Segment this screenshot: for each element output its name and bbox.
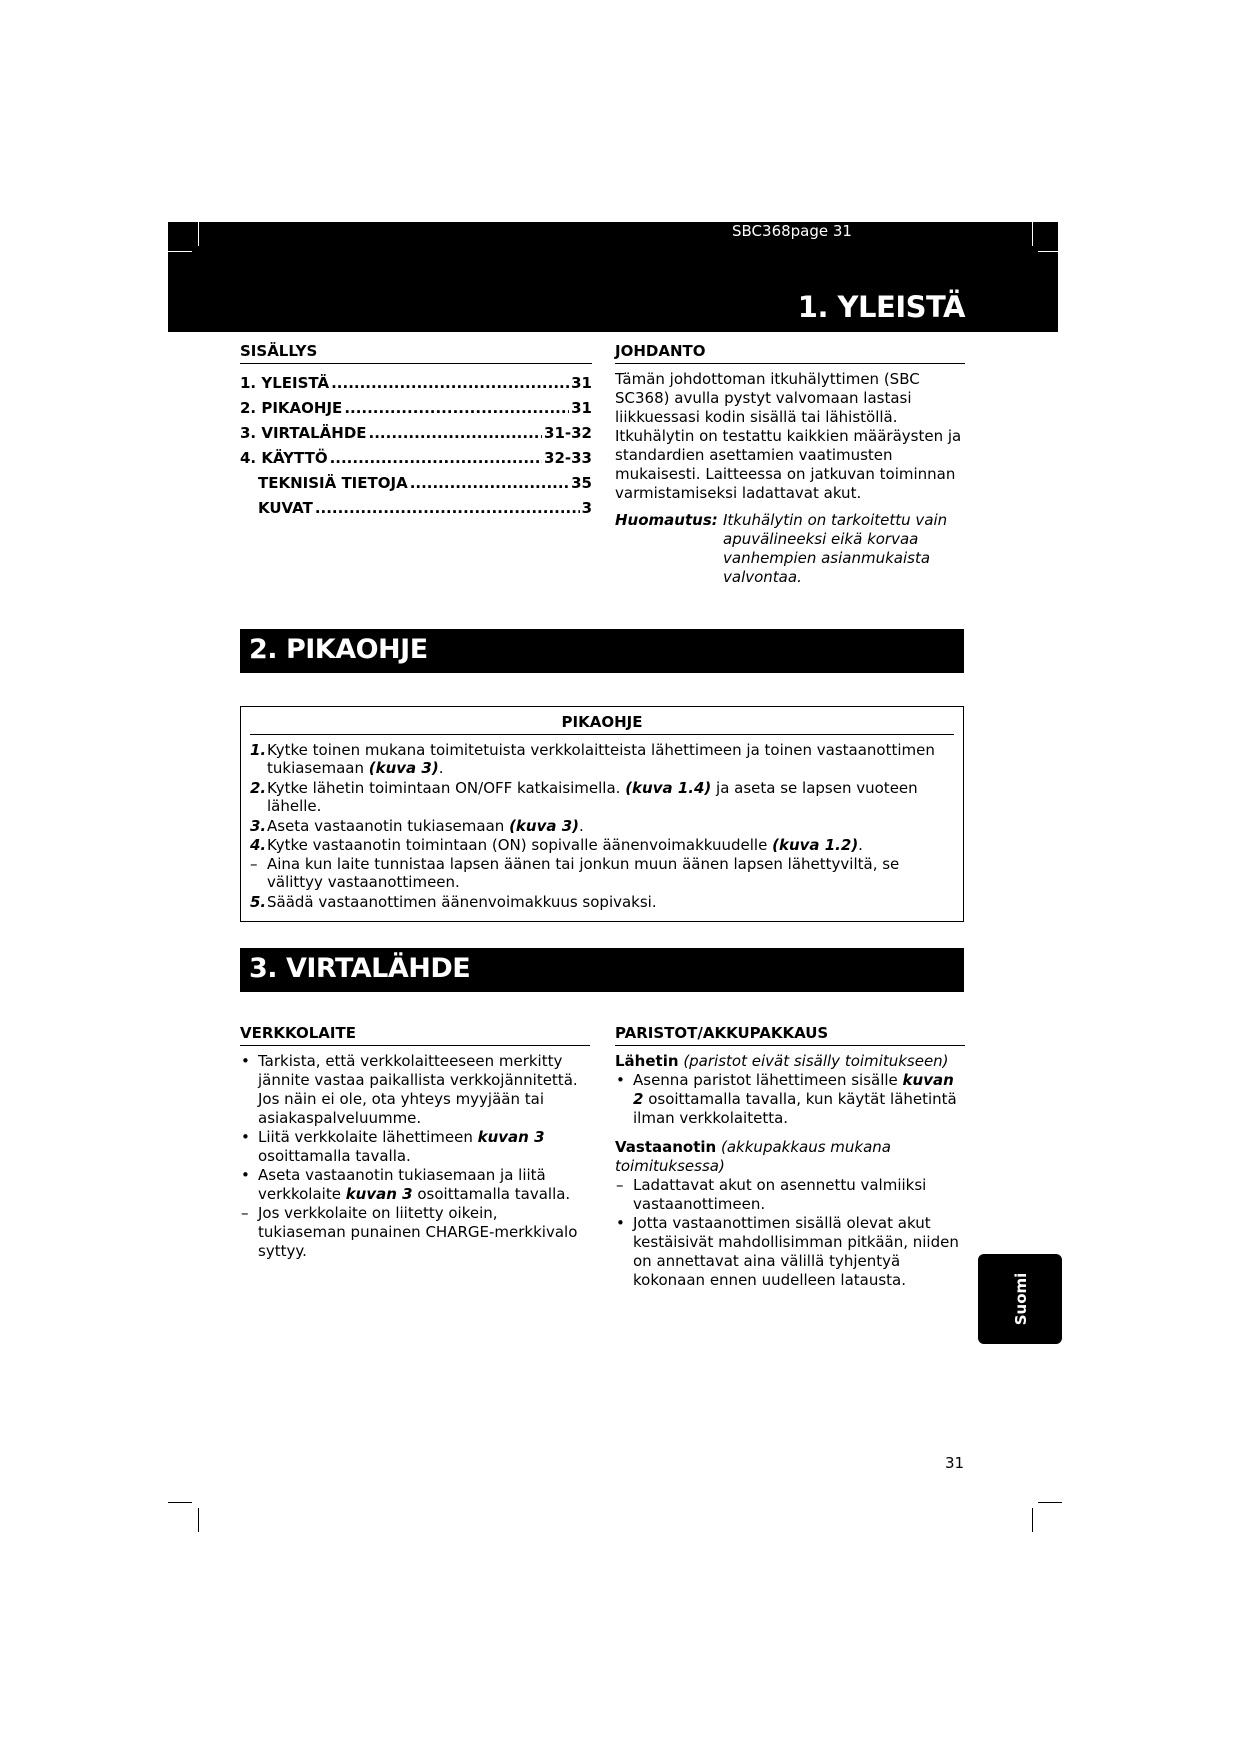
toc-item[interactable] [240,474,592,499]
note-text: Itkuhälytin on tarkoitettu vain apuvälineeksi eikä korvaa vanhempien asianmukaista valvontaa. [723,511,948,586]
toc-item[interactable] [240,499,592,524]
toc-label: TEKNISIÄ TIETOJA [258,474,408,492]
toc-label: 1. YLEISTÄ [240,374,330,392]
toc-heading: SISÄLLYS [240,342,592,364]
step-text: Aina kun laite tunnistaa lapsen äänen tai jonkun muun äänen lapsen lähettyviltä, se välittyy vastaanottimeen. [267,855,900,891]
bullet-mark: • [241,1052,250,1070]
toc-label: 2. PIKAOHJE [240,399,343,417]
transmitter-label: Lähetin [615,1052,679,1070]
note-label: Huomautus: [615,511,718,529]
section-title: 3. VIRTALÄHDE [249,953,471,984]
step-number: 1. [250,741,267,759]
step-text: Säädä vastaanottimen äänenvoimakkuus sopivaksi. [267,893,657,911]
step-number: 4. [250,836,267,854]
figure-ref: kuvan 3 [345,1185,413,1203]
bullet-mark: • [241,1166,250,1184]
step-text-end: . [858,836,863,854]
step-text-end: ja aseta se lapsen vuoteen lähelle. [267,779,918,815]
item-text-end: osoittamalla tavalla. [258,1147,411,1165]
quick-step [250,741,954,777]
figure-ref: (kuva 1.4) [625,779,712,797]
receiver-subhead [615,1138,965,1176]
item-text: Liitä verkkolaite lähettimeen [258,1128,478,1146]
quick-step [250,893,954,911]
quick-guide-box [240,706,964,922]
step-text-end: . [438,759,444,777]
section-band-pikaohje [240,629,964,673]
intro-note [615,511,965,587]
item-text-end: osoittamalla tavalla, kun käytät lähetintä ilman verkkolaitetta. [633,1090,957,1127]
bullet-mark: • [616,1214,625,1232]
page-title: 1. YLEISTÄ [797,290,965,324]
crop-mark [168,1502,192,1503]
toc-item[interactable] [240,424,592,449]
step-number: 3. [250,817,267,835]
toc-item[interactable] [240,399,592,424]
figure-ref: kuvan 2 [633,1071,954,1108]
bullet-mark: • [616,1071,625,1089]
intro-section [615,342,965,587]
list-item [615,1176,965,1214]
transmitter-subhead [615,1052,965,1071]
toc-item[interactable] [240,374,592,399]
section-band-virtalahde [240,948,964,992]
toc-page: 31 [571,399,592,417]
dash-mark: – [241,1204,249,1222]
crop-mark [1038,1502,1062,1503]
adapter-section [240,1024,590,1261]
toc-page: 31 [571,374,592,392]
quick-step [250,855,954,891]
item-text: Ladattavat akut on asennettu valmiiksi vastaanottimeen. [633,1176,927,1213]
batteries-section [615,1024,965,1290]
item-text: Jotta vastaanottimen sisällä olevat akut kestäisivät mahdollisimman pitkään, niiden on annettavat aina välillä tyhjentyä kokonaan ennen uudelleen latausta. [633,1214,959,1289]
crop-mark [1038,251,1062,252]
toc-item[interactable] [240,449,592,474]
list-item [615,1214,965,1290]
crop-mark [198,222,199,246]
crop-mark [168,251,192,252]
toc-label: KUVAT [258,499,313,517]
figure-ref: (kuva 3) [509,817,579,835]
toc-label: 3. VIRTALÄHDE [240,424,367,442]
adapter-heading: VERKKOLAITE [240,1024,590,1046]
item-text: Asenna paristot lähettimeen sisälle [633,1071,903,1089]
list-item [240,1204,590,1261]
receiver-note: (akkupakkaus mukana toimituksessa) [615,1138,892,1175]
figure-ref: kuvan 3 [477,1128,545,1146]
step-text: Kytke vastaanotin toimintaan (ON) sopivalle äänenvoimakkuudelle [267,836,773,854]
figure-ref: (kuva 1.2) [772,836,859,854]
list-item [240,1128,590,1166]
step-number: – [250,855,258,873]
item-text: Jos verkkolaite on liitetty oikein, tukiaseman punainen CHARGE-merkkivalo syttyy. [258,1204,578,1260]
intro-text: Tämän johdottoman itkuhälyttimen (SBC SC368) avulla pystyt valvomaan lastasi liikkuessasi kodin sisällä tai lähistöllä. Itkuhälytin on testattu kaikkien määräysten ja standardien asettamien vaatimusten mukaisesti. Laitteessa on jatkuvan toiminnan varmistamiseksi ladattavat akut. [615,370,962,502]
intro-heading: JOHDANTO [615,342,965,364]
section-title: 2. PIKAOHJE [249,634,428,665]
step-number: 5. [250,893,267,911]
box-title: PIKAOHJE [250,713,954,735]
batteries-heading: PARISTOT/AKKUPAKKAUS [615,1024,965,1046]
step-text-end: . [579,817,584,835]
step-text: Kytke lähetin toimintaan ON/OFF katkaisimella. [267,779,626,797]
list-item [240,1052,590,1128]
step-text: Aseta vastaanotin tukiasemaan [267,817,510,835]
bullet-mark: • [241,1128,250,1146]
page-number: 31 [945,1454,965,1472]
item-text: Aseta vastaanotin tukiasemaan ja liitä verkkolaite [258,1166,546,1203]
toc-page: 31-32 [544,424,592,442]
dash-mark: – [616,1176,624,1194]
receiver-label: Vastaanotin [615,1138,717,1156]
quick-step [250,836,954,854]
page-reference: SBC368page 31 [732,222,852,240]
quick-step [250,779,954,815]
toc-page: 32-33 [544,449,592,467]
table-of-contents [240,342,592,524]
step-number: 2. [250,779,267,797]
toc-label: 4. KÄYTTÖ [240,449,328,467]
toc-page: 35 [571,474,592,492]
crop-mark [198,1508,199,1532]
language-tab-label: Suomi [1012,1272,1030,1326]
item-text-end: osoittamalla tavalla. [412,1185,571,1203]
list-item [615,1071,965,1128]
list-item [240,1166,590,1204]
quick-step [250,817,954,835]
item-text: Tarkista, että verkkolaitteeseen merkitty jännite vastaa paikallista verkkojännitettä. Jos näin ei ole, ota yhteys myyjään tai asiakaspalveluumme. [258,1052,578,1127]
transmitter-note: (paristot eivät sisälly toimitukseen) [683,1052,949,1070]
step-text: Kytke toinen mukana toimitetuista verkkolaitteista lähettimeen ja toinen vastaanottimen tukiasemaan [267,741,935,777]
crop-mark [1032,1508,1033,1532]
figure-ref: (kuva 3) [368,759,439,777]
toc-page: 3 [581,499,592,517]
language-tab[interactable] [978,1254,1062,1344]
crop-mark [1032,222,1033,246]
